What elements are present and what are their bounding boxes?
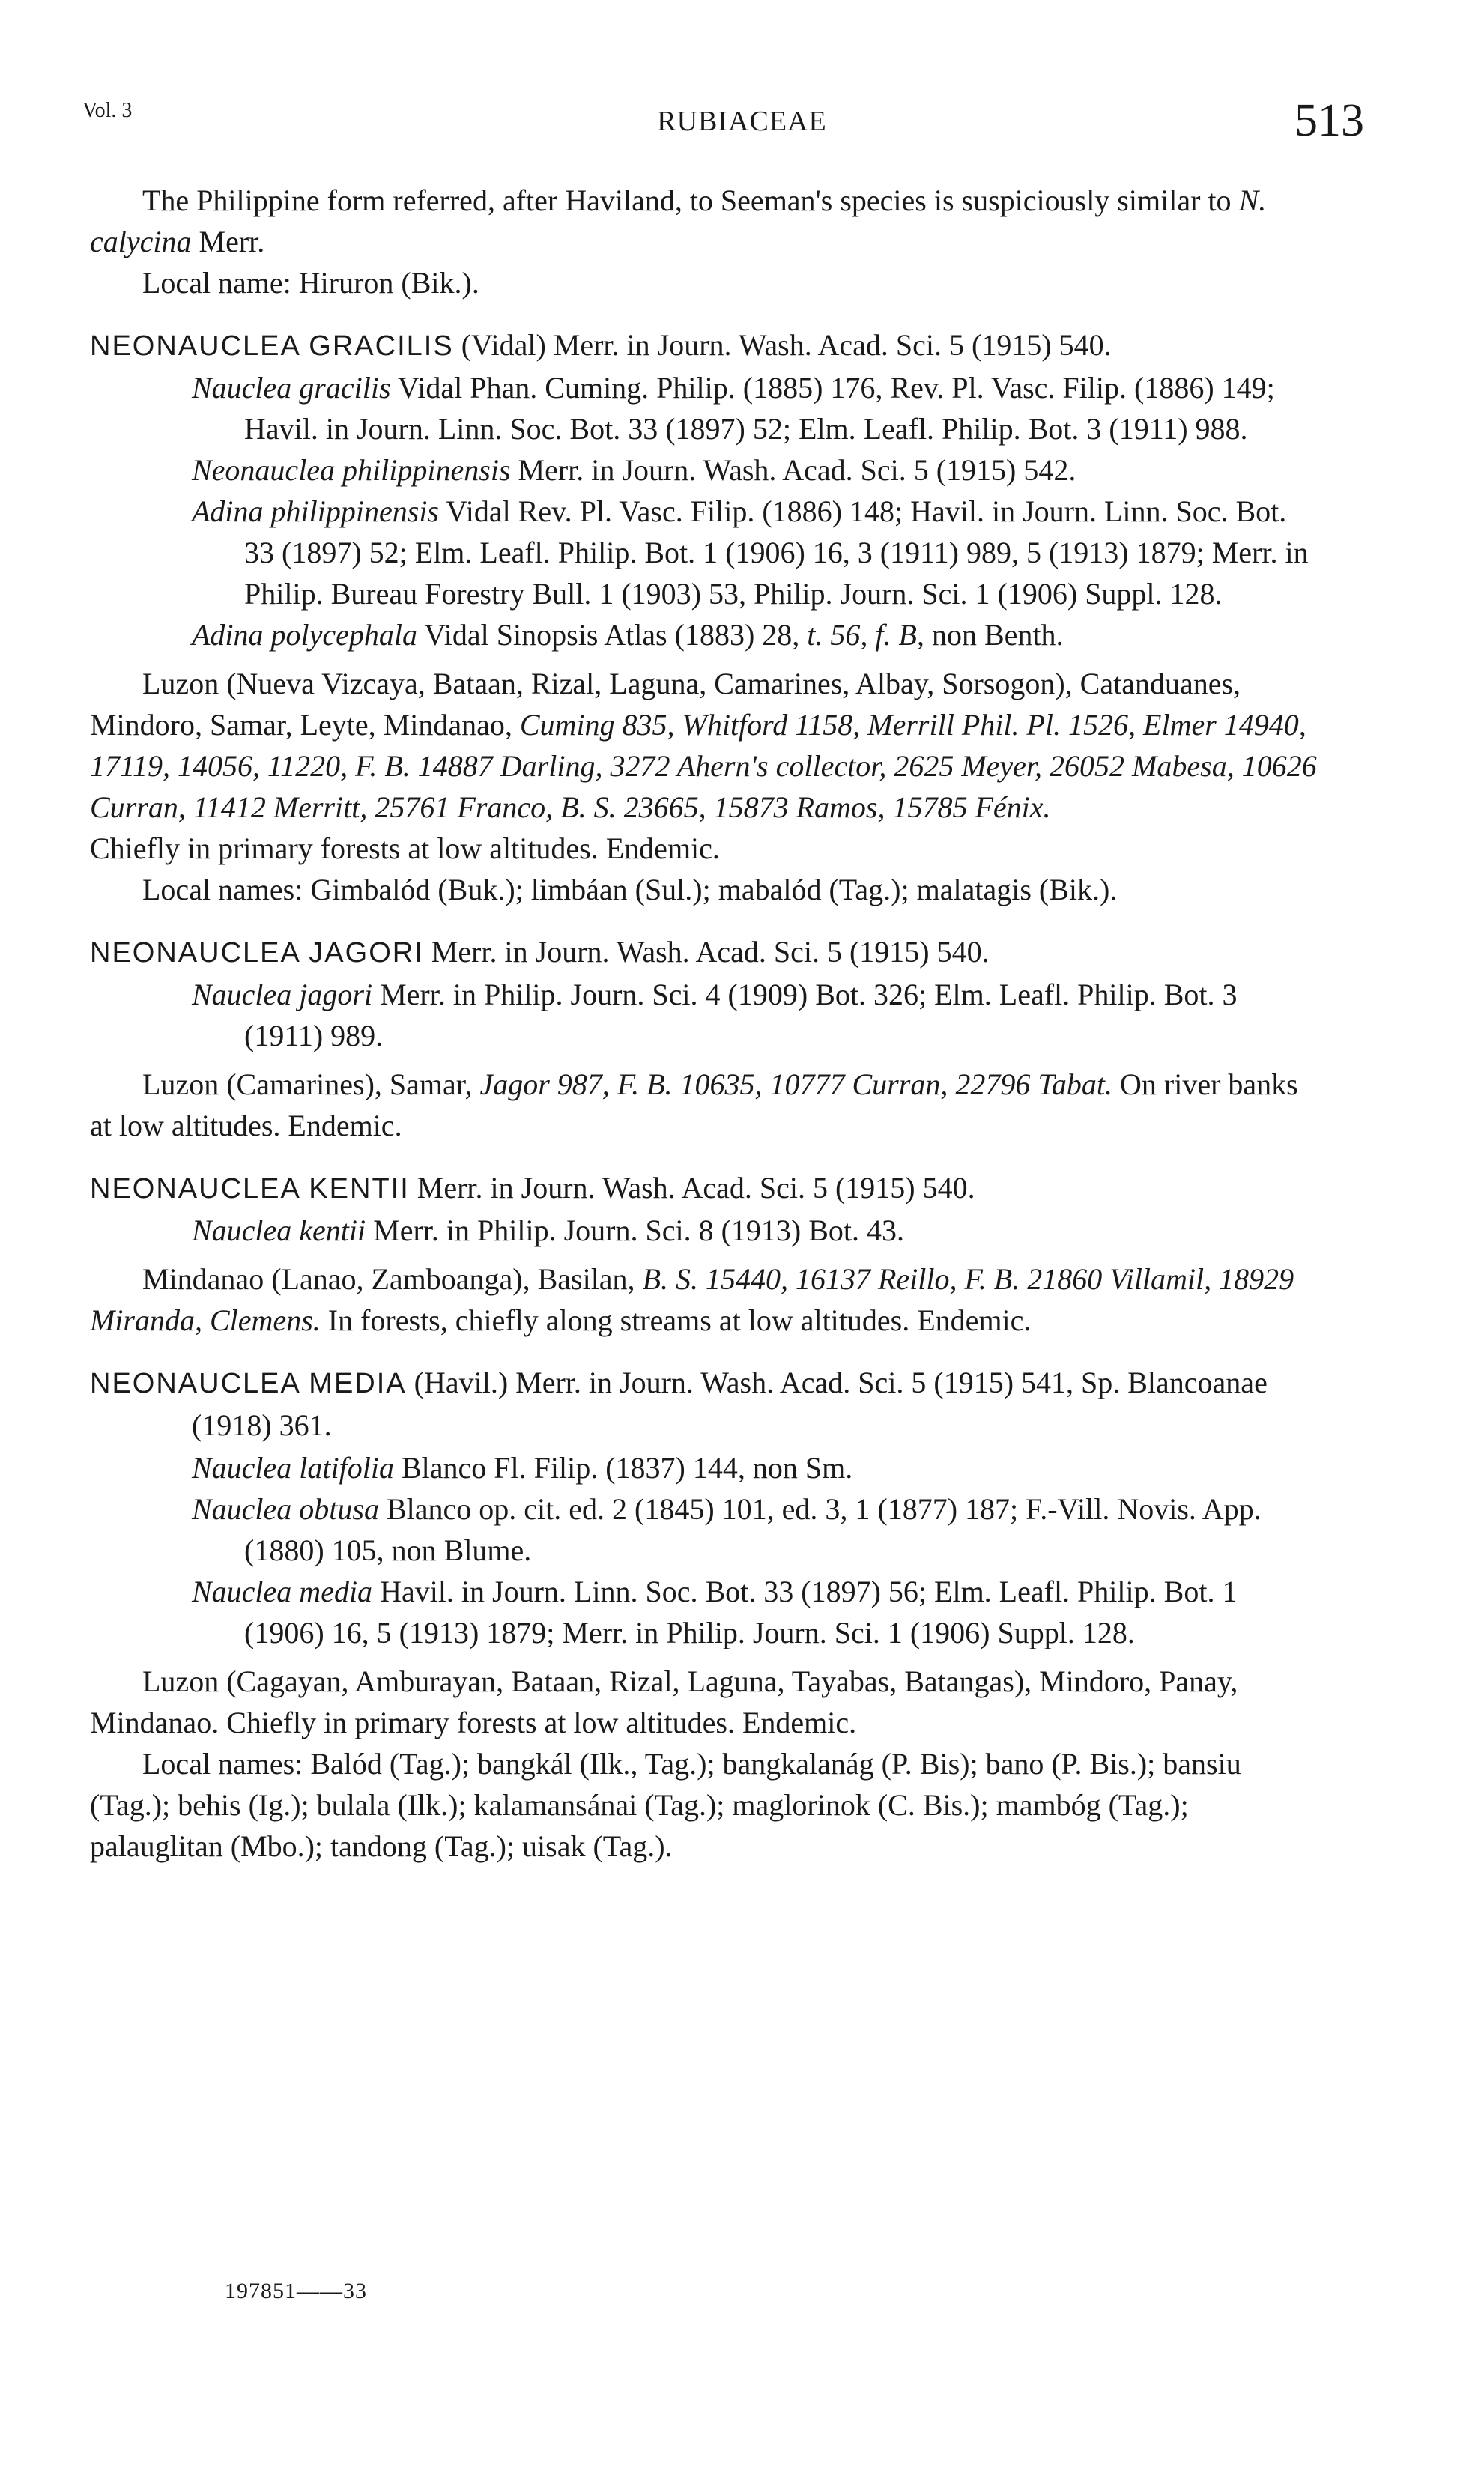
synonym — [90, 367, 1318, 449]
synonym — [90, 614, 1318, 655]
synonym-name: Adina polycephala — [192, 618, 418, 652]
entry-heading — [90, 931, 1318, 974]
synonym-name: Neonauclea philippinensis — [192, 453, 511, 487]
entry-kentii — [90, 1167, 1318, 1341]
synonym-name: Nauclea jagori — [192, 978, 373, 1011]
printer-signature: 197851——33 — [225, 2279, 367, 2303]
running-title: RUBIACEAE — [657, 106, 827, 137]
entry-gracilis — [90, 324, 1318, 910]
synonym-name: Nauclea kentii — [192, 1214, 366, 1247]
intro-local-name: Local name: Hiruron (Bik.). — [142, 266, 479, 300]
synonym — [90, 1447, 1318, 1488]
synonym-citation: Blanco op. cit. ed. 2 (1845) 101, ed. 3, 1 (1877) 187; F.-Vill. Novis. App. (1880) 105, non Blume. — [244, 1492, 1262, 1567]
page-body — [90, 180, 1318, 1867]
distribution-specimens: Jagor 987, F. B. 10635, 10777 Curran, 22796 Tabat. — [479, 1067, 1112, 1101]
synonym-citation: Blanco Fl. Filip. (1837) 144, non Sm. — [393, 1451, 853, 1485]
synonym-name: Nauclea latifolia — [192, 1451, 394, 1485]
synonym-plate: t. 56, f. B, — [807, 618, 924, 652]
entry-heading — [90, 1362, 1318, 1447]
synonym — [90, 974, 1318, 1056]
entry-media — [90, 1362, 1318, 1867]
species-citation: (Vidal) Merr. in Journ. Wash. Acad. Sci. 5 (1915) 540. — [453, 328, 1112, 362]
synonym-citation: Havil. in Journ. Linn. Soc. Bot. 33 (1897) 56; Elm. Leafl. Philip. Bot. 1 (1906) 16, 5 (1913) 1879; Merr. in Philip. Journ. Sci. 1 (1906) Suppl. 128. — [244, 1575, 1238, 1649]
distribution — [90, 663, 1318, 828]
page-header — [82, 90, 1402, 157]
synonym-citation: Merr. in Philip. Journ. Sci. 4 (1909) Bot. 326; Elm. Leafl. Philip. Bot. 3 (1911) 989. — [244, 978, 1238, 1052]
intro-text: The Philippine form referred, after Haviland, to Seeman's species is suspiciously similar to — [142, 184, 1239, 217]
intro-text-end: Merr. — [191, 225, 265, 258]
synonym-citation: Merr. in Philip. Journ. Sci. 8 (1913) Bot. 43. — [366, 1214, 905, 1247]
distribution — [90, 1258, 1318, 1341]
synonym-citation: Vidal Rev. Pl. Vasc. Filip. (1886) 148; Havil. in Journ. Linn. Soc. Bot. 33 (1897) 52; Elm. Leafl. Philip. Bot. 1 (1906) 16, 3 (1911) 989, 5 (1913) 1879; Merr. in Philip. Bureau Forestry Bull. 1 (1903) 53, Philip. Journ. Sci. 1 (1906) Suppl. 128. — [244, 494, 1309, 611]
species-name: NEONAUCLEA MEDIA — [90, 1368, 407, 1399]
intro-paragraph — [90, 180, 1318, 262]
synonym-name: Nauclea gracilis — [192, 371, 391, 405]
local-names: Local names: Balód (Tag.); bangkál (Ilk., Tag.); bangkalanág (P. Bis); bano (P. Bis.); bansiu (Tag.); behis (Ig.); bulala (Ilk.); kalamansánai (Tag.); maglorinok (C. Bis.); mambóg (Tag.); palauglitan (Mbo.); tandong (Tag.); uisak (Tag.). — [90, 1747, 1241, 1863]
synonym — [90, 1210, 1318, 1251]
entry-heading — [90, 324, 1318, 367]
species-citation: Merr. in Journ. Wash. Acad. Sci. 5 (1915) 540. — [409, 1171, 975, 1205]
distribution-habitat: In forests, chiefly along streams at low altitudes. Endemic. — [320, 1303, 1032, 1337]
species-citation: (Havil.) Merr. in Journ. Wash. Acad. Sci. 5 (1915) 541, Sp. Blancoanae (1918) 361. — [192, 1366, 1268, 1442]
synonym-citation: Vidal Sinopsis Atlas (1883) 28, — [417, 618, 808, 652]
synonym-name: Nauclea media — [192, 1575, 373, 1608]
volume-label: Vol. 3 — [82, 99, 133, 122]
synonym-name: Nauclea obtusa — [192, 1492, 379, 1526]
species-name: NEONAUCLEA KENTII — [90, 1173, 410, 1205]
distribution — [90, 1064, 1318, 1146]
synonym — [90, 1488, 1318, 1571]
entry-jagori — [90, 931, 1318, 1146]
entry-heading — [90, 1167, 1318, 1210]
distribution-localities: Mindanao (Lanao, Zamboanga), Basilan, — [142, 1262, 643, 1296]
synonym-citation: Vidal Phan. Cuming. Philip. (1885) 176, Rev. Pl. Vasc. Filip. (1886) 149; Havil. in Journ. Linn. Soc. Bot. 33 (1897) 52; Elm. Leafl. Philip. Bot. 3 (1911) 988. — [244, 371, 1275, 446]
distribution-habitat: On river banks at low altitudes. Endemic. — [90, 1067, 1298, 1142]
synonym-citation-end: non Benth. — [924, 618, 1064, 652]
distribution-specimens: Cuming 835, Whitford 1158, Merrill Phil. Pl. 1526, Elmer 14940, 17119, 14056, 11220, F. B. 14887 Darling, 3272 Ahern's collector, 2625 Meyer, 26052 Mabesa, 10626 Curran, 11412 Merritt, 25761 Franco, B. S. 23665, 15873 Ramos, 15785 Fénix. — [90, 708, 1317, 824]
intro-species: N. calycina — [90, 184, 1267, 258]
distribution-localities: Luzon (Nueva Vizcaya, Bataan, Rizal, Laguna, Camarines, Albay, Sorsogon), Catanduanes, Mindoro, Samar, Leyte, Mindanao, — [90, 667, 1241, 742]
distribution-localities: Luzon (Camarines), Samar, — [142, 1067, 480, 1101]
local-names: Local names: Gimbalód (Buk.); limbáan (Sul.); mabalód (Tag.); malatagis (Bik.). — [142, 873, 1118, 906]
species-name: NEONAUCLEA GRACILIS — [90, 330, 454, 362]
species-citation: Merr. in Journ. Wash. Acad. Sci. 5 (1915) 540. — [423, 935, 990, 969]
habitat: Chiefly in primary forests at low altitudes. Endemic. — [90, 831, 720, 865]
species-name: NEONAUCLEA JAGORI — [90, 937, 424, 969]
distribution-specimens: B. S. 15440, 16137 Reillo, F. B. 21860 Villamil, 18929 Miranda, Clemens. — [90, 1262, 1294, 1337]
synonym-citation: Merr. in Journ. Wash. Acad. Sci. 5 (1915) 542. — [510, 453, 1076, 487]
synonym — [90, 491, 1318, 614]
synonym — [90, 449, 1318, 491]
distribution: Luzon (Cagayan, Amburayan, Bataan, Rizal, Laguna, Tayabas, Batangas), Mindoro, Panay, Mindanao. Chiefly in primary forests at low altitudes. Endemic. — [90, 1664, 1238, 1739]
synonym-name: Adina philippinensis — [192, 494, 439, 528]
page-number: 513 — [1294, 95, 1364, 146]
synonym — [90, 1571, 1318, 1653]
